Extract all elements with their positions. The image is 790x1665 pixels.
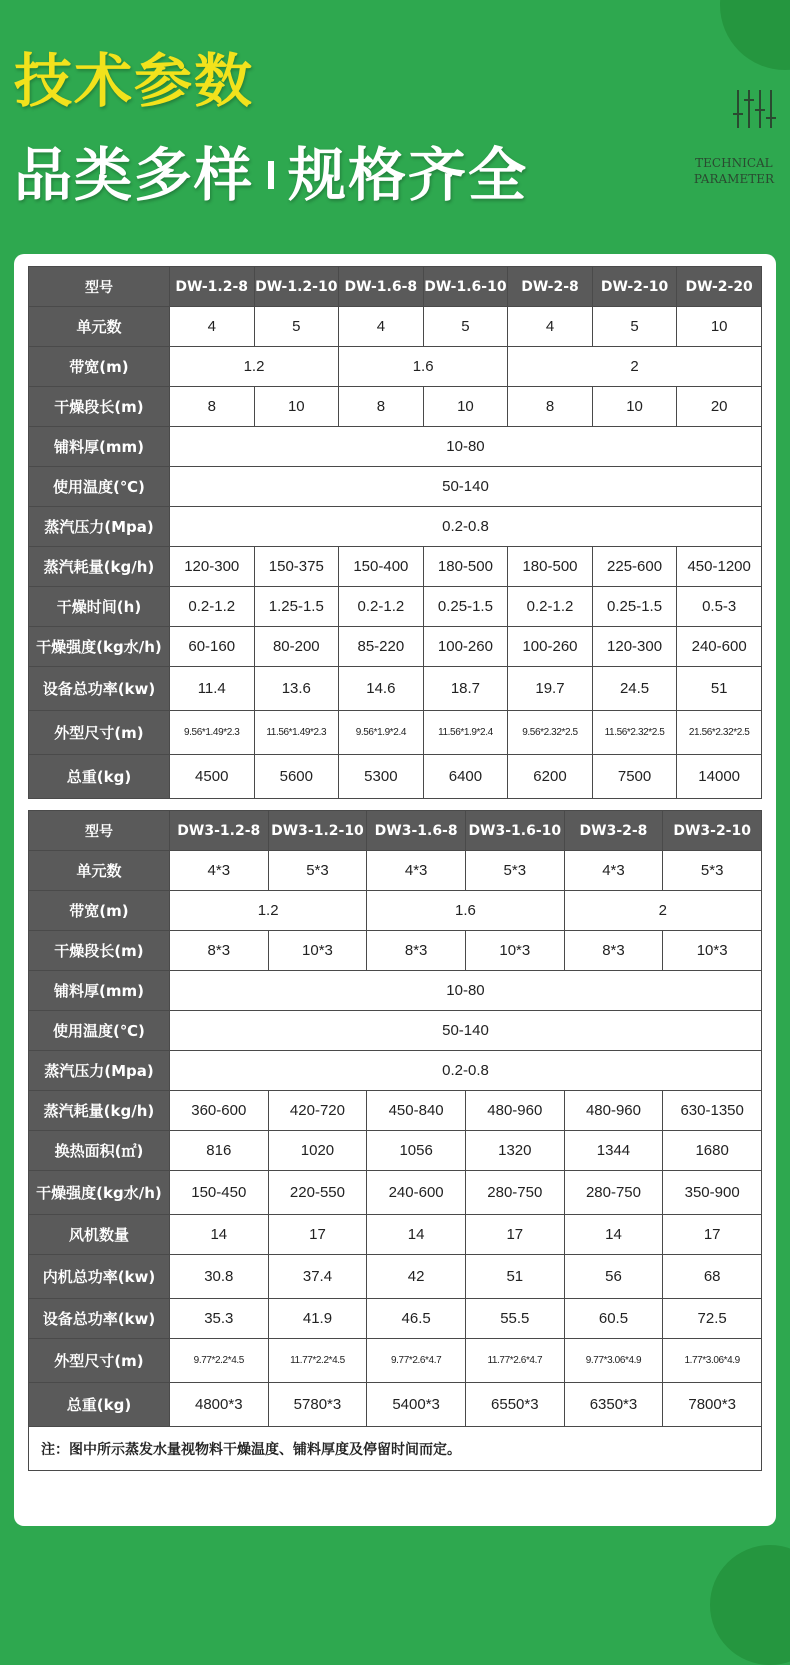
row-label: 带宽(m) [29,891,170,931]
row-label: 单元数 [29,851,170,891]
table-cell: 41.9 [268,1299,367,1339]
table-row [29,755,762,799]
table-cell: 4500 [169,755,254,799]
table-cell: 5*3 [268,851,367,891]
table-cell: 51 [465,1255,564,1299]
row-label: 带宽(m) [29,347,170,387]
table-cell: 120-300 [169,547,254,587]
table-cell: 5*3 [663,851,762,891]
table-row [29,971,762,1011]
table-cell: 2 [564,891,761,931]
table-cell: 1.77*3.06*4.9 [663,1339,762,1383]
table-row [29,467,762,507]
table-cell: 1680 [663,1131,762,1171]
row-label: 干燥段长(m) [29,387,170,427]
table-row [29,1255,762,1299]
row-label: 蒸汽耗量(kg/h) [29,547,170,587]
table-cell: 225-600 [592,547,677,587]
table-cell: 9.56*2.32*2.5 [508,711,593,755]
row-label: 铺料厚(mm) [29,971,170,1011]
row-label: 换热面积(㎡) [29,1131,170,1171]
table-cell: 9.77*3.06*4.9 [564,1339,663,1383]
table-cell: 4*3 [169,851,268,891]
model-cell: DW3-1.6-10 [465,811,564,851]
table-row [29,1383,762,1427]
table-cell: 5*3 [465,851,564,891]
spec-table-dw [28,266,762,799]
row-label: 蒸汽压力(Mpa) [29,507,170,547]
caption-line-1: TECHNICAL [695,156,773,170]
table-cell: 6350*3 [564,1383,663,1427]
table-row [29,547,762,587]
model-cell: DW3-2-8 [564,811,663,851]
table-cell: 55.5 [465,1299,564,1339]
table-cell: 13.6 [254,667,339,711]
corner-decoration-bottom [710,1545,790,1665]
table-cell: 11.77*2.6*4.7 [465,1339,564,1383]
table-cell: 21.56*2.32*2.5 [677,711,762,755]
table-cell: 1.6 [339,347,508,387]
table-cell: 30.8 [169,1255,268,1299]
row-label: 外型尺寸(m) [29,1339,170,1383]
table-cell: 80-200 [254,627,339,667]
table-cell: 5 [592,307,677,347]
table-cell: 350-900 [663,1171,762,1215]
table-cell: 6400 [423,755,508,799]
table-cell: 60-160 [169,627,254,667]
table-cell: 11.56*2.32*2.5 [592,711,677,755]
spec-table-dw3 [28,810,762,1471]
table-cell: 360-600 [169,1091,268,1131]
row-label: 设备总功率(kw) [29,667,170,711]
table-cell: 8 [508,387,593,427]
table-cell: 8*3 [564,931,663,971]
table-cell: 0.2-1.2 [508,587,593,627]
model-cell: DW3-1.2-8 [169,811,268,851]
table-cell: 17 [663,1215,762,1255]
table-cell: 180-500 [508,547,593,587]
table-cell: 1.2 [169,347,338,387]
table-cell: 5600 [254,755,339,799]
table-cell: 0.25-1.5 [592,587,677,627]
table-cell: 46.5 [367,1299,466,1339]
table-cell: 240-600 [677,627,762,667]
table-cell: 17 [268,1215,367,1255]
table-cell: 7500 [592,755,677,799]
row-label: 干燥时间(h) [29,587,170,627]
page-subtitle [14,141,529,209]
table-cell: 1.6 [367,891,564,931]
table-cell: 816 [169,1131,268,1171]
table-cell: 0.2-0.8 [169,1051,761,1091]
row-label: 型号 [29,811,170,851]
table-cell: 6550*3 [465,1383,564,1427]
model-cell: DW-1.2-10 [254,267,339,307]
corner-decoration-top [720,0,790,70]
table-cell: 280-750 [564,1171,663,1215]
table-cell: 4800*3 [169,1383,268,1427]
table-cell: 50-140 [169,1011,761,1051]
table-cell: 450-840 [367,1091,466,1131]
table-cell: 0.25-1.5 [423,587,508,627]
subtitle-separator [268,161,274,189]
table-cell: 56 [564,1255,663,1299]
row-label: 蒸汽耗量(kg/h) [29,1091,170,1131]
table-cell: 150-375 [254,547,339,587]
table-row [29,1131,762,1171]
table-cell: 14 [564,1215,663,1255]
model-cell: DW-2-20 [677,267,762,307]
table-cell: 9.56*1.49*2.3 [169,711,254,755]
table-cell: 2 [508,347,762,387]
table-row [29,267,762,307]
table-cell: 14 [367,1215,466,1255]
table-cell: 14000 [677,755,762,799]
table-cell: 10*3 [663,931,762,971]
table-cell: 18.7 [423,667,508,711]
table-row [29,1339,762,1383]
table-row [29,587,762,627]
table-cell: 10*3 [268,931,367,971]
table-row [29,891,762,931]
subtitle-left: 品类多样 [14,141,255,209]
table-cell: 280-750 [465,1171,564,1215]
model-cell: DW-2-8 [508,267,593,307]
row-label: 内机总功率(kw) [29,1255,170,1299]
table-cell: 4*3 [367,851,466,891]
table-cell: 100-260 [423,627,508,667]
table-cell: 20 [677,387,762,427]
spec-card [14,254,776,1526]
row-label: 蒸汽压力(Mpa) [29,1051,170,1091]
table-cell: 1344 [564,1131,663,1171]
table-cell: 24.5 [592,667,677,711]
table-row [29,667,762,711]
table-row [29,427,762,467]
table-cell: 8*3 [367,931,466,971]
subtitle-right: 规格齐全 [288,141,529,209]
table-row [29,1091,762,1131]
model-cell: DW3-1.6-8 [367,811,466,851]
table-cell: 120-300 [592,627,677,667]
table-row [29,1299,762,1339]
row-label: 外型尺寸(m) [29,711,170,755]
table-cell: 5 [254,307,339,347]
table-cell: 72.5 [663,1299,762,1339]
table-cell: 5400*3 [367,1383,466,1427]
table-cell: 0.2-0.8 [169,507,761,547]
model-cell: DW3-2-10 [663,811,762,851]
table-row [29,347,762,387]
table-cell: 4 [339,307,424,347]
table-cell: 8*3 [169,931,268,971]
model-cell: DW-1.6-10 [423,267,508,307]
row-label: 总重(kg) [29,755,170,799]
table-row [29,507,762,547]
table-cell: 17 [465,1215,564,1255]
table-row [29,851,762,891]
table-cell: 240-600 [367,1171,466,1215]
table-cell: 5300 [339,755,424,799]
model-cell: DW3-1.2-10 [268,811,367,851]
table-cell: 37.4 [268,1255,367,1299]
table-cell: 9.77*2.2*4.5 [169,1339,268,1383]
table-cell: 100-260 [508,627,593,667]
table-cell: 10*3 [465,931,564,971]
table-cell: 480-960 [564,1091,663,1131]
table-cell: 50-140 [169,467,761,507]
page-title: 技术参数 [14,47,255,115]
row-label: 型号 [29,267,170,307]
table-row [29,931,762,971]
table-cell: 10-80 [169,427,761,467]
table-cell: 1.25-1.5 [254,587,339,627]
row-label: 铺料厚(mm) [29,427,170,467]
row-label: 干燥强度(kg水/h) [29,627,170,667]
table-cell: 0.2-1.2 [169,587,254,627]
table-cell: 4 [169,307,254,347]
table-row [29,387,762,427]
table-cell: 10 [592,387,677,427]
table-cell: 180-500 [423,547,508,587]
table-cell: 10-80 [169,971,761,1011]
table-cell: 9.56*1.9*2.4 [339,711,424,755]
table-cell: 10 [677,307,762,347]
row-label: 总重(kg) [29,1383,170,1427]
table-cell: 14.6 [339,667,424,711]
model-cell: DW-1.2-8 [169,267,254,307]
row-label: 干燥强度(kg水/h) [29,1171,170,1215]
table-cell: 11.77*2.2*4.5 [268,1339,367,1383]
table-cell: 4*3 [564,851,663,891]
table-row [29,307,762,347]
row-label: 设备总功率(kw) [29,1299,170,1339]
table-cell: 1020 [268,1131,367,1171]
table-cell: 0.5-3 [677,587,762,627]
table-cell: 8 [339,387,424,427]
table-cell: 10 [423,387,508,427]
table-row [29,627,762,667]
table-cell: 480-960 [465,1091,564,1131]
row-label: 使用温度(℃) [29,467,170,507]
table-cell: 10 [254,387,339,427]
table-cell: 150-450 [169,1171,268,1215]
row-label: 单元数 [29,307,170,347]
table-cell: 1320 [465,1131,564,1171]
table-cell: 11.56*1.49*2.3 [254,711,339,755]
equalizer-icon [732,88,776,130]
table-row [29,1051,762,1091]
table-cell: 35.3 [169,1299,268,1339]
table-cell: 420-720 [268,1091,367,1131]
model-cell: DW-1.6-8 [339,267,424,307]
table-cell: 85-220 [339,627,424,667]
table-cell: 5 [423,307,508,347]
table-footnote: 注：图中所示蒸发水量视物料干燥温度、铺料厚度及停留时间而定。 [29,1427,762,1471]
table-cell: 630-1350 [663,1091,762,1131]
table-cell: 42 [367,1255,466,1299]
table-cell: 9.77*2.6*4.7 [367,1339,466,1383]
table-row [29,811,762,851]
table-cell: 8 [169,387,254,427]
table-cell: 1.2 [169,891,366,931]
table-cell: 68 [663,1255,762,1299]
table-cell: 19.7 [508,667,593,711]
technical-parameter-caption [694,155,774,187]
table-cell: 4 [508,307,593,347]
table-cell: 14 [169,1215,268,1255]
table-cell: 60.5 [564,1299,663,1339]
table-cell: 220-550 [268,1171,367,1215]
table-row [29,1011,762,1051]
row-label: 使用温度(℃) [29,1011,170,1051]
table-row [29,1427,762,1471]
table-cell: 5780*3 [268,1383,367,1427]
model-cell: DW-2-10 [592,267,677,307]
table-cell: 150-400 [339,547,424,587]
table-cell: 0.2-1.2 [339,587,424,627]
table-cell: 11.56*1.9*2.4 [423,711,508,755]
table-cell: 450-1200 [677,547,762,587]
table-cell: 6200 [508,755,593,799]
row-label: 干燥段长(m) [29,931,170,971]
table-cell: 51 [677,667,762,711]
table-cell: 1056 [367,1131,466,1171]
table-row [29,1215,762,1255]
table-cell: 11.4 [169,667,254,711]
caption-line-2: PARAMETER [693,172,774,186]
table-row [29,711,762,755]
table-cell: 7800*3 [663,1383,762,1427]
table-row [29,1171,762,1215]
row-label: 风机数量 [29,1215,170,1255]
